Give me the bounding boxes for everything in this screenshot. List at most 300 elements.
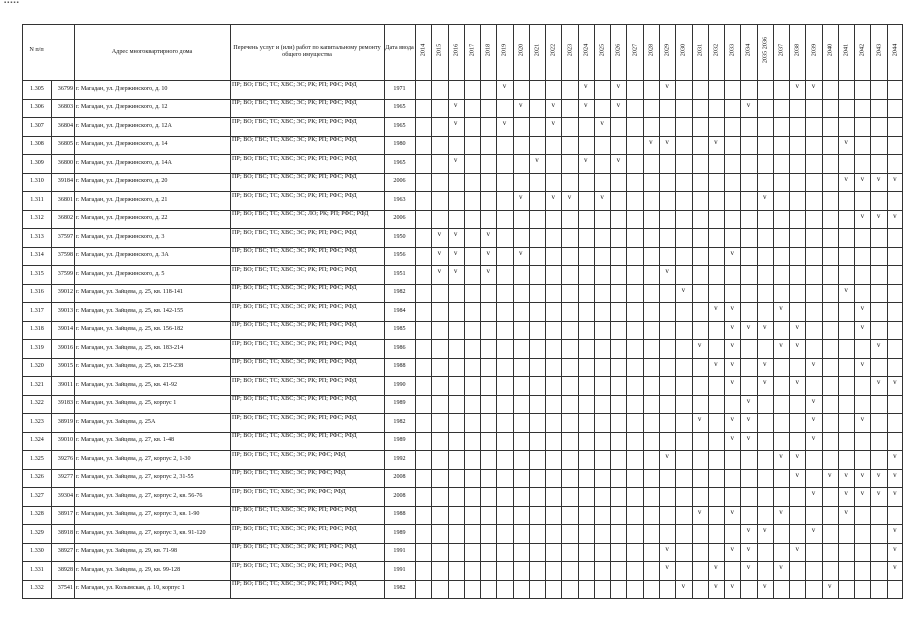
house-code: 39012 — [57, 289, 73, 296]
planned-repair-checkmark: v — [795, 452, 800, 460]
planned-repair-checkmark: v — [893, 489, 897, 497]
planned-repair-checkmark: v — [584, 156, 588, 164]
house-address: г. Магадан, ул. Дзержинского, д. 14А — [76, 159, 172, 166]
commission-year: 1990 — [393, 381, 406, 388]
planned-repair-checkmark: v — [551, 100, 556, 109]
house-address: г. Магадан, ул. Дзержинского, д. 12 — [76, 104, 168, 111]
commission-year: 1989 — [393, 437, 406, 444]
planned-repair-checkmark: v — [795, 82, 800, 90]
row-divider — [22, 284, 903, 285]
repair-works-list: ПР; ВО; ГВС; ТС; ХВС; ЭС; РК; РП; РФС; РФД — [232, 377, 357, 384]
planned-repair-checkmark: v — [730, 507, 734, 516]
column-divider — [594, 24, 595, 598]
planned-repair-checkmark: v — [893, 452, 897, 460]
planned-repair-checkmark: v — [714, 581, 718, 590]
row-divider — [22, 432, 903, 433]
planned-repair-checkmark: v — [811, 433, 816, 442]
planned-repair-checkmark: v — [828, 581, 832, 590]
commission-year: 1965 — [393, 104, 406, 111]
column-divider — [448, 24, 449, 598]
planned-repair-checkmark: v — [762, 581, 767, 590]
commission-year: 1989 — [393, 400, 406, 407]
year-header: 2018 — [484, 43, 492, 57]
planned-repair-checkmark: v — [811, 526, 816, 534]
column-divider — [659, 24, 660, 598]
column-divider — [496, 24, 497, 598]
planned-repair-checkmark: v — [486, 230, 490, 238]
planned-repair-checkmark: v — [453, 100, 458, 109]
planned-repair-checkmark: v — [665, 137, 669, 146]
house-code: 37541 — [57, 585, 73, 592]
row-divider — [22, 302, 903, 303]
row-number: 1.319 — [30, 344, 44, 351]
house-address: г. Магадан, ул. Зайцева, д. 27, корпус 2, 1-30 — [76, 455, 191, 462]
column-divider — [513, 24, 514, 598]
repair-works-list: ПР; ВО; ГВС; ТС; ХВС; ЭС; РК; РФС; РФД — [232, 451, 346, 458]
row-number: 1.324 — [30, 437, 44, 444]
planned-repair-checkmark: v — [730, 544, 734, 553]
planned-repair-checkmark: v — [714, 304, 718, 312]
year-header: 2024 — [582, 43, 590, 57]
row-divider — [22, 580, 903, 581]
house-address: г. Магадан, ул. Зайцева, д. 29, кв. 71-98 — [76, 548, 178, 555]
column-divider — [415, 24, 416, 598]
planned-repair-checkmark: v — [730, 322, 734, 331]
planned-repair-checkmark: v — [665, 82, 669, 90]
year-header: 2043 — [875, 43, 883, 57]
planned-repair-checkmark: v — [437, 248, 442, 257]
planned-repair-checkmark: v — [893, 378, 897, 386]
column-divider — [822, 24, 823, 598]
planned-repair-checkmark: v — [876, 470, 881, 479]
repair-works-list: ПР; ВО; ГВС; ТС; ХВС; ЭС; РК; РП; РФС; РФД — [232, 544, 357, 550]
year-header: 2021 — [533, 43, 541, 57]
house-code: 39184 — [57, 178, 73, 185]
year-header: 2038 — [793, 43, 801, 57]
column-divider — [643, 24, 644, 598]
planned-repair-checkmark: v — [811, 396, 816, 405]
commission-year: 1951 — [393, 270, 406, 277]
row-divider — [22, 561, 903, 562]
repair-works-list: ПР; ВО; ГВС; ТС; ХВС; ЭС; РК; РП; РФС; РФД — [232, 340, 357, 347]
row-divider — [22, 210, 903, 211]
year-header: 2034 — [744, 43, 752, 57]
row-divider — [22, 154, 903, 155]
repair-works-list: ПР; ВО; ГВС; ТС; ХВС; ЭС; РК; РП; РФС; РФД — [232, 81, 357, 88]
column-divider — [692, 24, 693, 598]
commission-year: 1985 — [393, 326, 406, 333]
planned-repair-checkmark: v — [551, 193, 556, 201]
row-divider — [22, 450, 903, 451]
year-header: 2016 — [452, 43, 460, 57]
year-header: 2041 — [842, 43, 850, 57]
row-number: 1.332 — [30, 585, 44, 592]
repair-works-list: ПР; ВО; ГВС; ТС; ХВС; ЭС; РК; РП; РФС; РФД — [232, 229, 357, 236]
column-divider — [431, 24, 432, 598]
planned-repair-checkmark: v — [746, 100, 751, 109]
commission-year: 1963 — [393, 196, 406, 203]
planned-repair-checkmark: v — [600, 193, 604, 201]
planned-repair-checkmark: v — [697, 507, 702, 516]
repair-works-list: ПР; ВО; ГВС; ТС; ХВС; ЭС; РК; РП; РФС; РФД — [232, 100, 357, 106]
row-divider — [22, 376, 903, 377]
planned-repair-checkmark: v — [665, 563, 669, 571]
planned-repair-checkmark: v — [746, 322, 751, 331]
planned-repair-checkmark: v — [616, 156, 621, 164]
year-header: 2022 — [549, 43, 557, 57]
planned-repair-checkmark: v — [876, 378, 881, 386]
planned-repair-checkmark: v — [697, 341, 702, 349]
planned-repair-checkmark: v — [453, 230, 458, 238]
row-number: 1.328 — [30, 511, 44, 518]
column-divider — [805, 24, 806, 598]
row-number: 1.323 — [30, 418, 44, 425]
year-header: 2029 — [663, 43, 671, 57]
planned-repair-checkmark: v — [584, 100, 588, 109]
planned-repair-checkmark: v — [551, 119, 556, 127]
repair-works-list: ПР; ВО; ГВС; ТС; ХВС; ЭС; РК; РП; РФС; РФД — [232, 562, 357, 569]
repair-works-list: ПР; ВО; ГВС; ТС; ХВС; ЭС; РК; РП; РФС; РФД — [232, 155, 357, 162]
house-address: г. Магадан, ул. Зайцева, д. 29, кв. 99-128 — [76, 566, 181, 573]
planned-repair-checkmark: v — [681, 285, 686, 294]
house-address: г. Магадан, ул. Зайцева, д. 27, корпус 2, кв. 56-76 — [76, 492, 203, 499]
header-works: Перечень услуг и (или) работ по капитальному ремонту общего имущества — [233, 44, 381, 59]
year-header: 2026 — [614, 43, 622, 57]
commission-year: 2006 — [393, 215, 406, 222]
header-address: Адрес многоквартирного дома — [111, 48, 193, 55]
repair-works-list: ПР; ВО; ГВС; ТС; ХВС; ЭС; РК; РП; РФС; РФД — [232, 303, 357, 310]
planned-repair-checkmark: v — [860, 359, 865, 368]
planned-repair-checkmark: v — [762, 378, 767, 386]
planned-repair-checkmark: v — [518, 193, 523, 201]
house-address: г. Магадан, ул. Дзержинского, д. 21 — [76, 196, 168, 203]
planned-repair-checkmark: v — [762, 322, 767, 331]
house-address: г. Магадан, ул. Дзержинского, д. 14 — [76, 141, 168, 148]
planned-repair-checkmark: v — [730, 359, 734, 368]
year-header: 2027 — [631, 43, 639, 57]
row-divider — [22, 598, 903, 599]
house-address: г. Магадан, ул. Дзержинского, д. 3 — [76, 233, 165, 240]
house-address: г. Магадан, ул. Зайцева, д. 27, кв. 1-48 — [76, 437, 175, 444]
year-header: 2023 — [566, 43, 574, 57]
commission-year: 1989 — [393, 529, 406, 536]
repair-works-list: ПР; ВО; ГВС; ТС; ХВС; ЭС; РК; РП; РФС; РФД — [232, 525, 357, 532]
planned-repair-checkmark: v — [811, 415, 816, 423]
row-number: 1.316 — [30, 289, 44, 296]
planned-repair-checkmark: v — [665, 452, 669, 460]
planned-repair-checkmark: v — [486, 267, 490, 275]
planned-repair-checkmark: v — [665, 544, 669, 553]
row-number: 1.320 — [30, 363, 44, 370]
column-divider — [724, 24, 725, 598]
row-divider — [22, 339, 903, 340]
commission-year: 2008 — [393, 474, 406, 481]
commission-year: 1991 — [393, 566, 406, 573]
planned-repair-checkmark: v — [600, 119, 604, 127]
planned-repair-checkmark: v — [779, 452, 783, 460]
planned-repair-checkmark: v — [714, 359, 718, 368]
house-code: 38927 — [57, 548, 73, 555]
planned-repair-checkmark: v — [567, 193, 572, 201]
column-divider — [708, 24, 709, 598]
column-divider — [610, 24, 611, 598]
row-number: 1.314 — [30, 252, 44, 259]
house-code: 36800 — [57, 159, 73, 166]
house-code: 39014 — [57, 326, 73, 333]
row-number: 1.315 — [30, 270, 44, 277]
repair-works-list: ПР; ВО; ГВС; ТС; ХВС; ЭС; РК; РП; РФС; РФД — [232, 581, 357, 587]
year-header: 2031 — [696, 43, 704, 57]
commission-year: 1971 — [393, 85, 406, 92]
row-divider — [22, 321, 903, 322]
planned-repair-checkmark: v — [486, 248, 490, 257]
planned-repair-checkmark: v — [453, 267, 458, 275]
repair-works-list: ПР; ВО; ГВС; ТС; ХВС; ЭС; РК; РП; РФС; РФД — [232, 192, 357, 199]
planned-repair-checkmark: v — [584, 82, 588, 90]
repair-works-list: ПР; ВО; ГВС; ТС; ХВС; ЭС; РК; РФС; РФД — [232, 488, 346, 495]
planned-repair-checkmark: v — [779, 304, 783, 312]
year-header: 2020 — [517, 43, 525, 57]
capital-repair-table — [22, 24, 903, 599]
house-address: г. Магадан, ул. Зайцева, д. 25А — [76, 418, 156, 425]
house-code: 39304 — [57, 492, 73, 499]
row-divider — [22, 191, 903, 192]
row-number: 1.308 — [30, 141, 44, 148]
column-divider — [902, 24, 903, 598]
planned-repair-checkmark: v — [876, 174, 881, 183]
repair-works-list: ПР; ВО; ГВС; ТС; ХВС; ЭС; РК; РП; РФС; РФД — [232, 507, 357, 513]
row-number: 1.307 — [30, 122, 44, 129]
repair-works-list: ПР; ВО; ГВС; ТС; ХВС; ЭС; РК; РП; РФС; РФД — [232, 396, 357, 402]
commission-year: 1982 — [393, 418, 406, 425]
column-divider — [675, 24, 676, 598]
house-address: г. Магадан, ул. Зайцева, д. 27, корпус 2, 31-55 — [76, 474, 194, 481]
column-divider — [626, 24, 627, 598]
planned-repair-checkmark: v — [730, 304, 734, 312]
planned-repair-checkmark: v — [437, 267, 442, 275]
commission-year: 2008 — [393, 492, 406, 499]
planned-repair-checkmark: v — [730, 433, 734, 442]
planned-repair-checkmark: v — [860, 470, 865, 479]
house-address: г. Магадан, ул. Зайцева, д. 25, кв. 118-141 — [76, 289, 183, 296]
house-address: г. Магадан, ул. Зайцева, д. 25, кв. 41-92 — [76, 381, 178, 388]
row-divider — [22, 117, 903, 118]
column-divider — [545, 24, 546, 598]
planned-repair-checkmark: v — [453, 248, 458, 257]
planned-repair-checkmark: v — [795, 341, 800, 349]
house-code: 37598 — [57, 252, 73, 259]
house-code: 36804 — [57, 122, 73, 129]
column-divider — [854, 24, 855, 598]
planned-repair-checkmark: v — [502, 82, 507, 90]
repair-works-list: ПР; ВО; ГВС; ТС; ХВС; ЭС; РК; РП; РФС; РФД — [232, 414, 357, 421]
repair-works-list: ПР; ВО; ГВС; ТС; ХВС; ЭС; РК; РП; РФС; РФД — [232, 266, 357, 273]
row-divider — [22, 487, 903, 488]
house-code: 39277 — [57, 474, 73, 481]
planned-repair-checkmark: v — [876, 341, 881, 349]
repair-works-list: ПР; ВО; ГВС; ТС; ХВС; ЭС; РК; РП; РФС; РФД — [232, 174, 357, 180]
commission-year: 1988 — [393, 511, 406, 518]
row-number: 1.305 — [30, 85, 44, 92]
planned-repair-checkmark: v — [893, 211, 897, 220]
planned-repair-checkmark: v — [860, 211, 865, 220]
year-header: 2019 — [500, 43, 508, 57]
house-code: 39015 — [57, 363, 73, 370]
year-header: 2035 2036 — [761, 36, 769, 64]
planned-repair-checkmark: v — [762, 526, 767, 534]
house-address: г. Магадан, ул. Зайцева, д. 25, корпус 1 — [76, 400, 177, 407]
row-number: 1.321 — [30, 381, 44, 388]
repair-works-list: ПР; ВО; ГВС; ТС; ХВС; ЭС; РК; РП; РФС; РФД — [232, 118, 357, 125]
planned-repair-checkmark: v — [811, 489, 816, 497]
year-header: 2042 — [858, 43, 866, 57]
planned-repair-checkmark: v — [876, 211, 881, 220]
year-header: 2032 — [712, 43, 720, 57]
planned-repair-checkmark: v — [518, 100, 523, 109]
planned-repair-checkmark: v — [795, 322, 800, 331]
year-header: 2040 — [826, 43, 834, 57]
planned-repair-checkmark: v — [649, 137, 653, 146]
commission-year: 1965 — [393, 122, 406, 129]
planned-repair-checkmark: v — [697, 415, 702, 423]
planned-repair-checkmark: v — [730, 415, 734, 423]
commission-year: 1991 — [393, 548, 406, 555]
house-address: г. Магадан, ул. Дзержинского, д. 20 — [76, 178, 168, 185]
house-address: г. Магадан, ул. Дзержинского, д. 22 — [76, 215, 168, 222]
year-header: 2037 — [777, 43, 785, 57]
planned-repair-checkmark: v — [795, 470, 800, 479]
planned-repair-checkmark: v — [876, 489, 881, 497]
commission-year: 1984 — [393, 307, 406, 314]
column-divider — [757, 24, 758, 598]
planned-repair-checkmark: v — [860, 415, 865, 423]
repair-works-list: ПР; ВО; ГВС; ТС; ХВС; ЭС; РК; РП; РФС; РФД — [232, 433, 357, 439]
commission-year: 1982 — [393, 585, 406, 592]
year-header: 2039 — [810, 43, 818, 57]
house-address: г. Магадан, ул. Зайцева, д. 25, кв. 156-182 — [76, 326, 184, 333]
row-divider — [22, 469, 903, 470]
commission-year: 1992 — [393, 455, 406, 462]
planned-repair-checkmark: v — [746, 544, 751, 553]
house-code: 39013 — [57, 307, 73, 314]
repair-works-list: ПР; ВО; ГВС; ТС; ХВС; ЭС; РК; РП; РФС; РФД — [232, 248, 357, 254]
house-address: г. Магадан, ул. Дзержинского, д. 3А — [76, 252, 169, 259]
repair-works-list: ПР; ВО; ГВС; ТС; ХВС; ЭС; РК; РФС; РФД — [232, 470, 346, 476]
planned-repair-checkmark: v — [616, 82, 621, 90]
planned-repair-checkmark: v — [730, 581, 734, 590]
planned-repair-checkmark: v — [828, 470, 832, 479]
commission-year: 2006 — [393, 178, 406, 185]
row-divider — [22, 136, 903, 137]
planned-repair-checkmark: v — [860, 304, 865, 312]
row-number: 1.312 — [30, 215, 44, 222]
planned-repair-checkmark: v — [714, 137, 718, 146]
commission-year: 1965 — [393, 159, 406, 166]
row-divider — [22, 543, 903, 544]
planned-repair-checkmark: v — [844, 507, 848, 516]
header-date: Дата ввода — [385, 44, 414, 51]
row-number: 1.327 — [30, 492, 44, 499]
house-code: 38917 — [57, 511, 73, 518]
column-divider — [529, 24, 530, 598]
house-code: 39183 — [57, 400, 73, 407]
column-divider — [740, 24, 741, 598]
planned-repair-checkmark: v — [730, 248, 734, 257]
planned-repair-checkmark: v — [844, 489, 848, 497]
row-number: 1.317 — [30, 307, 44, 314]
planned-repair-checkmark: v — [844, 470, 848, 479]
house-code: 38928 — [57, 566, 73, 573]
header-divider — [22, 80, 903, 81]
planned-repair-checkmark: v — [844, 285, 848, 294]
row-number: 1.330 — [30, 548, 44, 555]
house-code: 39011 — [57, 381, 73, 388]
planned-repair-checkmark: v — [779, 563, 783, 571]
planned-repair-checkmark: v — [893, 526, 897, 534]
house-address: г. Магадан, ул. Зайцева, д. 25, кв. 183-214 — [76, 344, 184, 351]
planned-repair-checkmark: v — [779, 507, 783, 516]
house-code: 39010 — [57, 437, 73, 444]
repair-works-list: ПР; ВО; ГВС; ТС; ХВС; ЭС; РК; РП; РФС; РФД — [232, 285, 357, 291]
column-divider — [230, 24, 231, 598]
commission-year: 1980 — [393, 141, 406, 148]
repair-works-list: ПР; ВО; ГВС; ТС; ХВС; ЭС; РК; РП; РФС; РФД — [232, 359, 357, 365]
planned-repair-checkmark: v — [811, 359, 816, 368]
repair-works-list: ПР; ВО; ГВС; ТС; ХВС; ЭС; ЛО; РК; РП; РФС; РФД — [232, 211, 369, 217]
year-header: 2017 — [468, 43, 476, 57]
column-divider — [838, 24, 839, 598]
planned-repair-checkmark: v — [811, 82, 816, 90]
column-divider — [578, 24, 579, 598]
row-divider — [22, 247, 903, 248]
planned-repair-checkmark: v — [893, 174, 897, 183]
year-header: 2030 — [679, 43, 687, 57]
column-divider — [887, 24, 888, 598]
row-divider — [22, 395, 903, 396]
year-header: 2025 — [598, 43, 606, 57]
planned-repair-checkmark: v — [453, 156, 458, 164]
house-code: 39276 — [57, 455, 73, 462]
planned-repair-checkmark: v — [762, 193, 767, 201]
scan-artifact: ▪▪▪▪▪ — [4, 0, 20, 6]
row-number: 1.310 — [30, 178, 44, 185]
planned-repair-checkmark: v — [779, 341, 783, 349]
house-address: г. Магадан, ул. Зайцева, д. 27, корпус 3, кв. 91-120 — [76, 529, 206, 536]
house-address: г. Магадан, ул. Колымская, д. 10, корпус 1 — [76, 585, 185, 592]
planned-repair-checkmark: v — [518, 248, 523, 257]
row-number: 1.326 — [30, 474, 44, 481]
row-divider — [22, 265, 903, 266]
planned-repair-checkmark: v — [844, 137, 848, 146]
commission-year: 1950 — [393, 233, 406, 240]
row-divider — [22, 358, 903, 359]
planned-repair-checkmark: v — [795, 378, 800, 386]
column-divider — [480, 24, 481, 598]
house-code: 38919 — [57, 418, 73, 425]
column-divider — [464, 24, 465, 598]
house-address: г. Магадан, ул. Зайцева, д. 27, корпус 3, кв. 1-90 — [76, 511, 200, 518]
house-code: 39016 — [57, 344, 73, 351]
row-number: 1.306 — [30, 104, 44, 111]
house-code: 36802 — [57, 215, 73, 222]
planned-repair-checkmark: v — [893, 563, 897, 571]
planned-repair-checkmark: v — [746, 415, 751, 423]
year-header: 2044 — [891, 43, 899, 57]
planned-repair-checkmark: v — [762, 359, 767, 368]
column-divider — [773, 24, 774, 598]
row-number: 1.329 — [30, 529, 44, 536]
planned-repair-checkmark: v — [502, 119, 507, 127]
